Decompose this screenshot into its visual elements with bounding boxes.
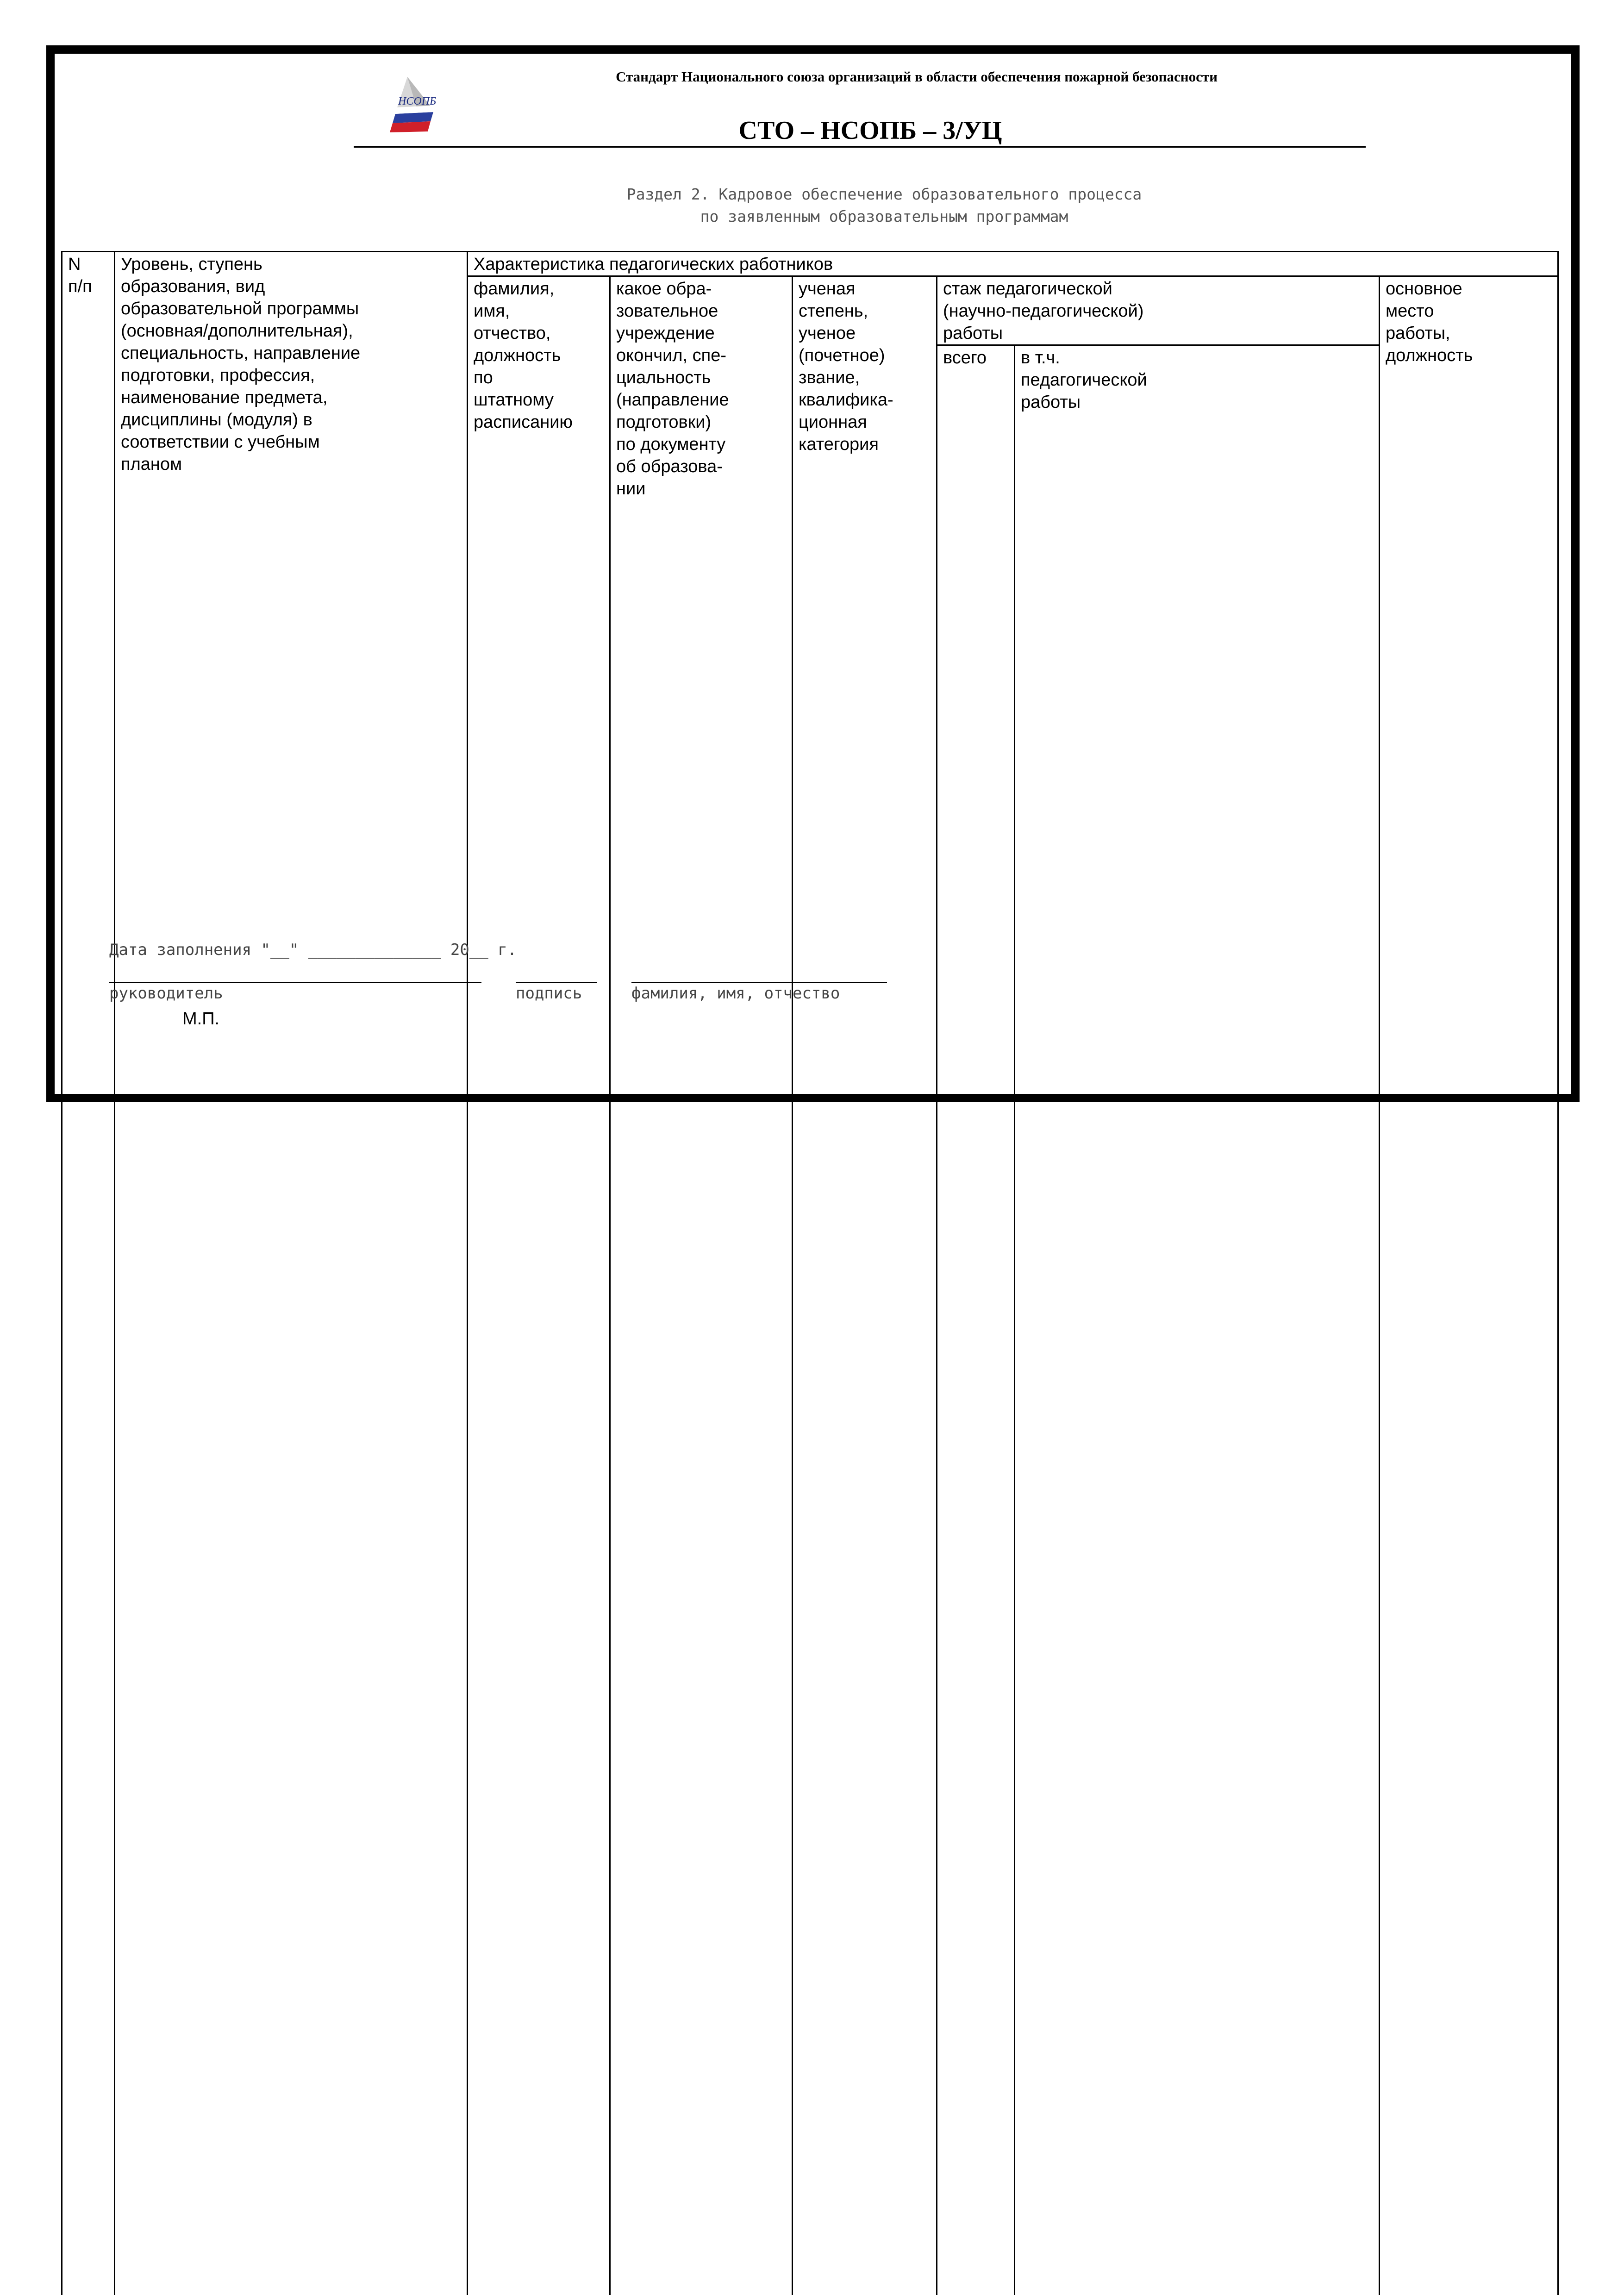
staff-table — [61, 251, 1559, 2295]
header-program: Уровень, ступень образования, вид образовательной программы (основная/дополнительная), специальность, направление подготовки, профессия, наименование предмета, дисциплины (модуля) в соответствии с учебным планом — [115, 252, 468, 2295]
fill-date-line: Дата заполнения "__" ______________ 20__ г. — [109, 941, 517, 959]
header-education: какое обра- зовательное учреждение окончил, спе- циальность (направление подготовки) по документу об образова- нии — [610, 276, 793, 2295]
header-pedagogical-experience: в т.ч. педагогической работы — [1015, 345, 1380, 2295]
header-degree: ученая степень, ученое (почетное) звание, квалифика- ционная категория — [793, 276, 937, 2295]
section-title-line-1: Раздел 2. Кадровое обеспечение образовательного процесса — [463, 183, 1305, 206]
header-rule — [354, 146, 1366, 148]
header-experience: стаж педагогической (научно-педагогической) работы — [937, 276, 1380, 345]
head-label: руководитель — [109, 984, 223, 1003]
stamp-placeholder: М.П. — [182, 1009, 219, 1029]
header-number: N п/п — [62, 252, 115, 2295]
document-code: СТО – НСОПБ – 3/УЦ — [556, 116, 1185, 145]
section-title — [463, 183, 1305, 228]
header-main-job: основное место работы, должность — [1380, 276, 1558, 2295]
name-signature-line — [631, 982, 887, 983]
header-teacher-characteristics: Характеристика педагогических работников — [468, 252, 1558, 276]
name-label: фамилия, имя, отчество — [631, 984, 840, 1003]
header-experience-total: всего — [937, 345, 1015, 2295]
header-full-name: фамилия, имя, отчество, должность по штатному расписанию — [468, 276, 610, 2295]
section-title-line-2: по заявленным образовательным программам — [463, 206, 1305, 228]
signature-label: подпись — [516, 984, 582, 1003]
nsopb-logo — [389, 75, 449, 135]
head-signature-line — [109, 982, 481, 983]
signature-line — [516, 982, 597, 983]
logo-text: НСОПБ — [398, 95, 436, 107]
standard-title: Стандарт Национального союза организаций в области обеспечения пожарной безопасности — [463, 69, 1370, 85]
header-row-1 — [62, 252, 1558, 276]
